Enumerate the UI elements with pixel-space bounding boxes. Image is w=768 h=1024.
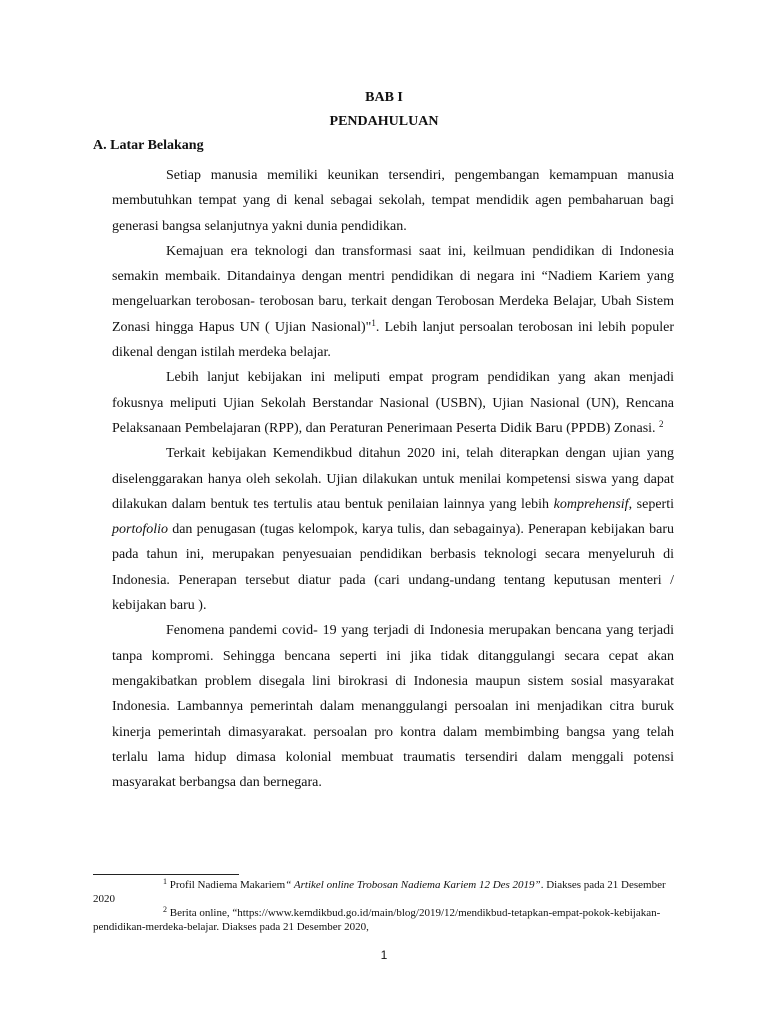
paragraph-1 (112, 163, 674, 239)
paragraph-4-italic-1: komprehensif (553, 496, 629, 512)
section-heading: A. Latar Belakang (93, 138, 204, 153)
page-number: 1 (380, 948, 388, 962)
paragraph-4 (112, 441, 674, 618)
footnote-1-text-b: . Diakses pada 21 Desember 2020 (93, 879, 666, 905)
chapter-label: BAB I (365, 90, 403, 105)
footnote-ref-1: 1 (371, 317, 376, 328)
chapter-title: PENDAHULUAN (329, 114, 439, 129)
footnote-ref-2: 2 (659, 418, 664, 429)
paragraph-1-text: Setiap manusia memiliki keunikan tersendiri, pengembangan kemampuan manusia membutuhkan tempat yang di kenal sebagai sekolah, tempat mendidik agen pembaharuan bagi generasi bangsa selanjutnya yakni dunia pendidikan. (112, 168, 674, 234)
paragraph-5-text: Fenomena pandemi covid- 19 yang terjadi di Indonesia merupakan bencana yang terjadi tanpa kompromi. Sehingga bencana seperti ini jika tidak ditanggulangi secara cepat akan mengakibatkan problem disegala lini birokrasi di Indonesia maupun sistem sosial masyarakat Indonesia. Lambannya pemerintah dalam menanggulangi persoalan ini menjadikan citra buruk kinerja pemerintah dimasyarakat. persoalan pro kontra dalam membimbing bangsa yang telah terlalu lama hidup dimasa kolonial membuat traumatis tersendiri dalam menggali potensi masyarakat berbangsa dan bernegara. (112, 623, 674, 791)
footnote-1-text-a: Profil Nadiema Makariem (167, 879, 286, 891)
paragraph-2-text: Kemajuan era teknologi dan transformasi saat ini, keilmuan pendidikan di Indonesia semakin membaik. Ditandainya dengan mentri pendidikan di negara ini “Nadiem Kariem yang mengeluarkan terobosan- terobosan baru, terkait dengan Terobosan Merdeka Belajar, Ubah Sistem Zonasi hingga Hapus UN ( Ujian Nasional)" (112, 243, 674, 335)
footnote-1-italic: “ Artikel online Trobosan Nadiema Kariem 12 Des 2019” (285, 879, 541, 891)
paragraph-4-italic-2: portofolio (112, 522, 169, 538)
footnotes (93, 878, 673, 934)
footnote-1-mark: 1 (163, 877, 167, 886)
paragraph-2 (112, 239, 674, 365)
footnote-2 (93, 906, 673, 934)
paragraph-4-text-a: Terkait kebijakan Kemendikbud ditahun 2020 ini, telah diterapkan dengan ujian yang diselenggarakan hanya oleh sekolah. Ujian dilakukan untuk menilai kompetensi siswa yang dapat dilakukan dalam bentuk tes tertulis atau bentuk penilaian lainnya yang lebih (112, 446, 674, 512)
footnote-2-text-b: . Diakses pada 21 Desember 2020, (216, 921, 369, 933)
paragraph-3-text: Lebih lanjut kebijakan ini meliputi empat program pendidikan yang akan menjadi fokusnya meliputi Ujian Sekolah Berstandar Nasional (USBN), Ujian Nasional (UN), Rencana Pelaksanaan Pembelajaran (RPP), dan Peraturan Penerimaan Peserta Didik Baru (PPDB) Zonasi. (112, 370, 674, 436)
footnote-separator (93, 874, 239, 875)
footnote-1 (93, 878, 673, 906)
paragraph-2-tail: . Lebih lanjut persoalan terobosan ini lebih populer dikenal dengan istilah merdeka belajar. (112, 319, 674, 361)
paragraph-4-text-c: dan penugasan (tugas kelompok, karya tulis, dan sebagainya). Penerapan kebijakan baru pada tahun ini, merupakan penyesuaian pendidikan berbasis teknologi secara menyeluruh di Indonesia. Penerapan tersebut diatur pada (cari undang-undang tentang keputusan menteri / kebijakan baru ). (112, 522, 674, 614)
footnote-2-text-a: Berita online, “https://www.kemdikbud.go.id/main/blog/2019/12/mendikbud-tetapkan-empat-pokok-kebijakan-pendidikan-merdeka-belajar (93, 907, 661, 933)
paragraph-3 (112, 365, 674, 441)
body-text (112, 163, 674, 795)
footnote-2-mark: 2 (163, 905, 167, 914)
paragraph-5 (112, 618, 674, 795)
paragraph-4-text-b: , seperti (628, 496, 674, 512)
